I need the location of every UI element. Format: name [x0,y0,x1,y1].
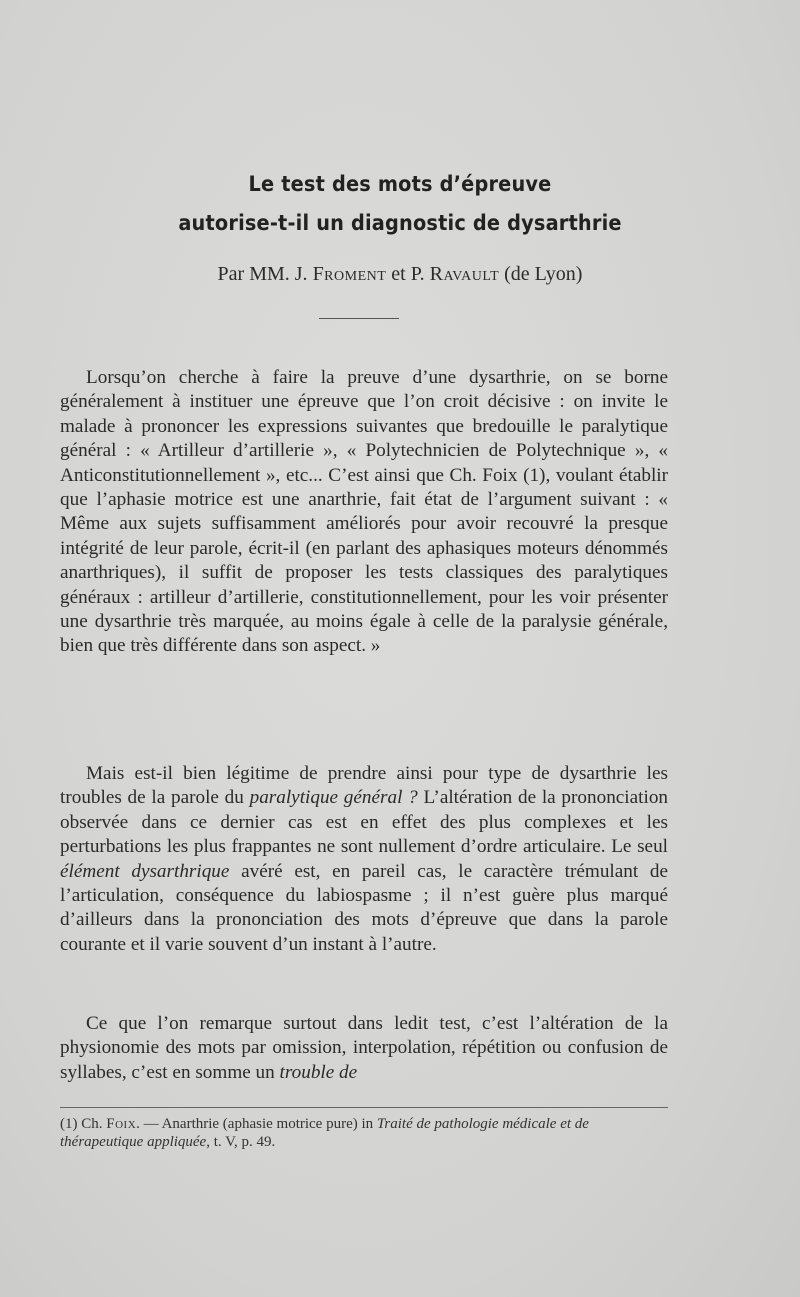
footnote-marker: (1) Ch. [60,1116,107,1132]
body-paragraph-3 [60,1012,668,1085]
footnote-book-title: Traité de pathologie médicale et de thérapeutique appliquée [60,1116,589,1150]
footnote [60,1115,668,1151]
footnote-author: Foix [106,1116,137,1132]
paragraph-2-emphasis-2: élément dysarthrique [60,860,230,882]
footnote-part-c: , t. V, p. 49. [206,1134,276,1150]
paragraph-2-part-b: L’altération de la prononciation observée dans ce dernier cas est en effet des plus complexes et les perturbations les plus frappantes ne sont nullement d’ordre articulaire. Le seul [60,787,669,858]
byline-city: (de Lyon) [499,263,583,285]
byline-prefix: Par MM. J. [217,263,313,285]
paragraph-2-emphasis-1: paralytique général ? [249,787,418,809]
paragraph-3-emphasis: trouble de [279,1061,358,1083]
body-paragraph-2 [60,762,668,957]
author-froment: Froment [312,263,387,285]
footnote-divider [60,1107,668,1108]
footnote-part-b: . — Anarthrie (aphasie motrice pure) in [136,1116,377,1132]
byline-conjunction: et P. [386,263,430,285]
author-ravault: Ravault [429,263,500,285]
body-paragraph-1 [60,366,668,659]
paragraph-1-text: Lorsqu’on cherche à faire la preuve d’une dysarthrie, on se borne généralement à instituer une épreuve que l’on croit décisive : on invite le malade à prononcer les expressions suivantes que bredouille le paralytique général : « Artilleur d’artillerie », « Polytechnicien de Polytechnique », « Anticonstitutionnellement », etc... C’est ainsi que Ch. Foix (1), voulant établir que l’aphasie motrice est une anarthrie, fait état de l’argument suivant : « Même aux sujets suffisamment améliorés pour avoir recouvré la presque intégrité de leur parole, écrit-il (en parlant des aphasiques moteurs dénommés anarthriques), il suffit de proposer les tests classiques des paralytiques généraux : artilleur d’artillerie, constitutionnellement, pour les voir présenter une dysarthrie très marquée, au moins égale à celle de la paralysie générale, bien que très différente dans son aspect. » [60,367,668,657]
article-title-line-2: autorise-t-il un diagnostic de dysarthrie [178,211,622,235]
footnote-text [60,1115,668,1151]
paragraph-2-part-a: Mais est-il bien légitime de prendre ainsi pour type de dysarthrie les troubles de la parole du [60,763,668,809]
paragraph-3-text [60,1012,668,1085]
article-title-line-1: Le test des mots d’épreuve [248,172,552,196]
byline [0,263,800,286]
paragraph-2-text [60,762,668,957]
paragraph-2-part-c: avéré est, en pareil cas, le caractère trémulant de l’articulation, conséquence du labiospasme ; il n’est guère plus marqué d’ailleurs dans la prononciation des mots d’épreuve que dans la parole courante et il varie souvent d’un instant à l’autre. [60,860,669,955]
title-divider [319,318,399,319]
paragraph-3-part-a: Ce que l’on remarque surtout dans ledit test, c’est l’altération de la physionomie des mots par omission, interpolation, répétition ou confusion de syllabes, c’est en somme un [60,1013,668,1083]
